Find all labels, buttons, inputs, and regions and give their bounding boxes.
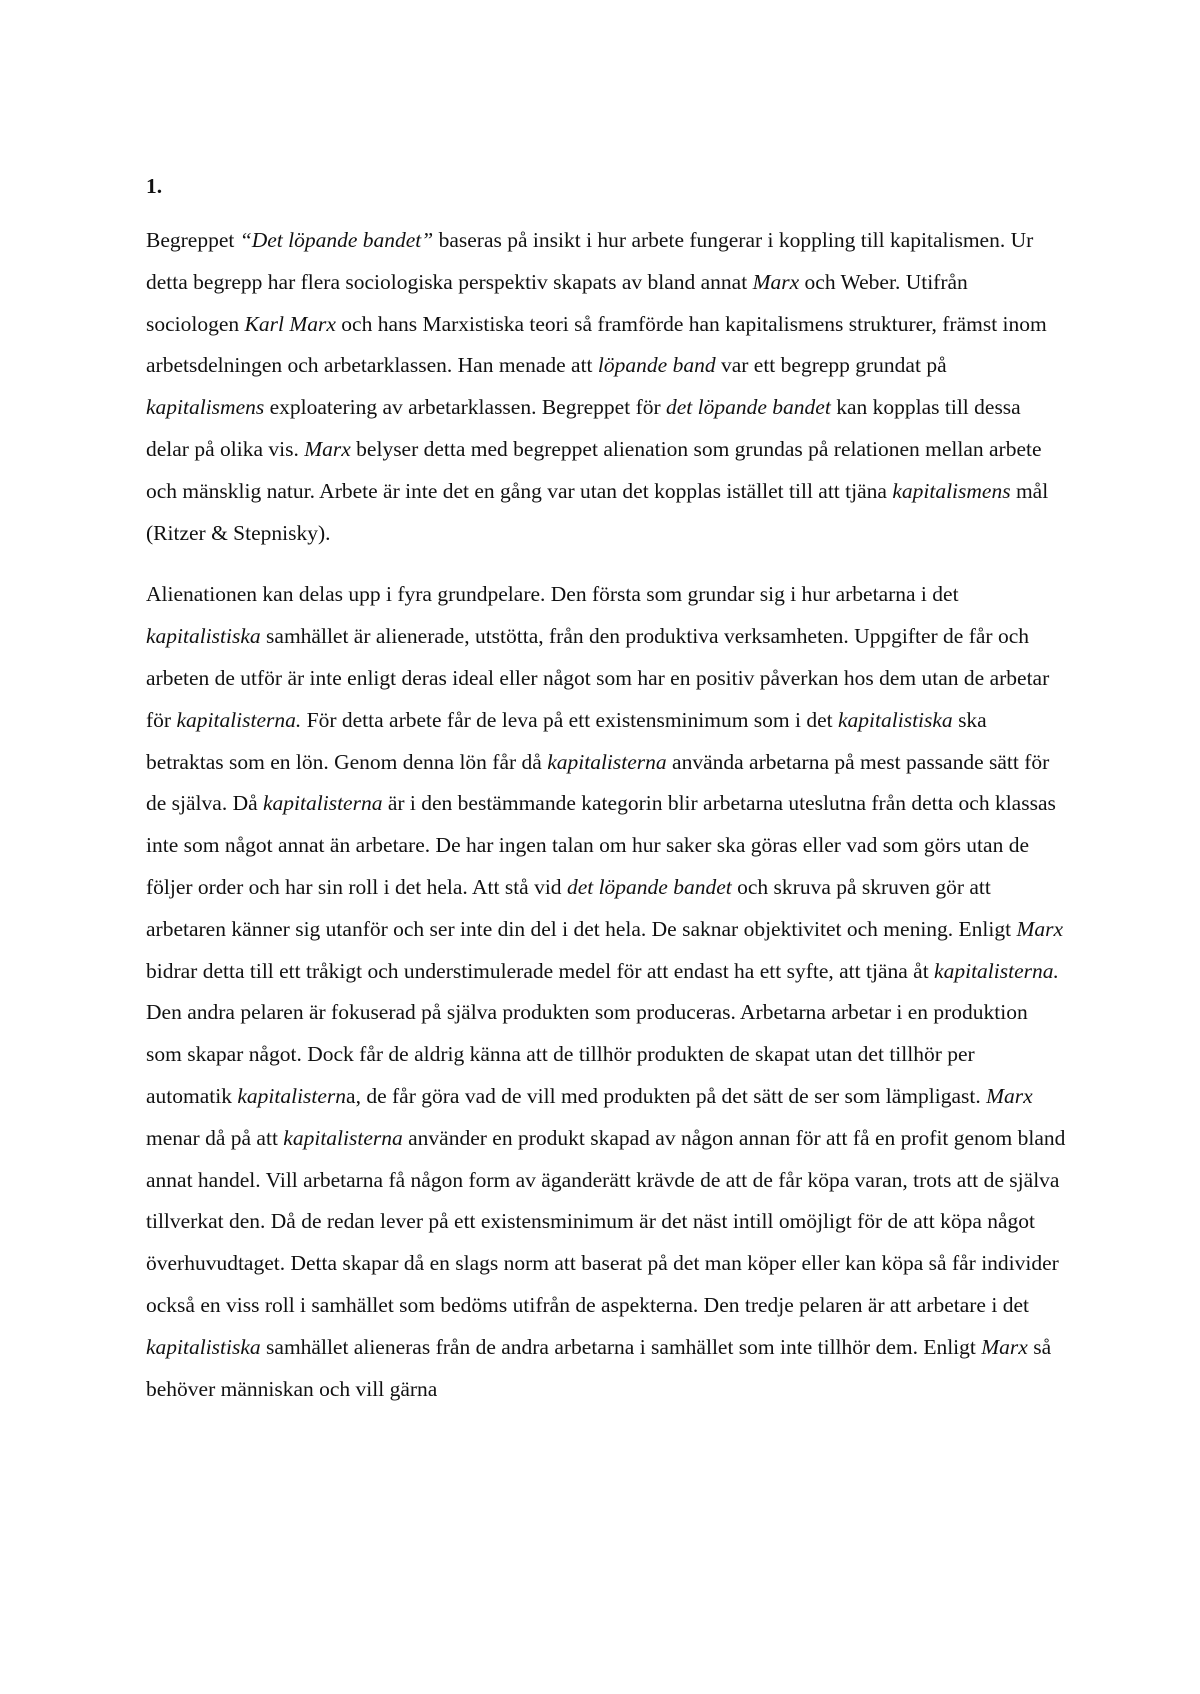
paragraph-text: och Weber. Utifrån sociologen	[146, 269, 968, 336]
document-page	[146, 168, 1066, 1430]
italic-text: Marx	[752, 269, 800, 294]
italic-text: löpande band	[597, 353, 716, 378]
italic-text: Marx	[981, 1334, 1028, 1359]
paragraph-text: använder en produkt skapad av någon annan för att få en profit genom bland annat handel. Vill arbetarna få någon form av äganderätt krävde de att de får köpa varan, trots att de själva tillverkat den. Då de redan lever på ett existensminimum är det näst intill omöjligt för de att köpa något överhuvudtaget. Detta skapar då en slags norm att baserat på det man köper eller kan köpa så får individer också en viss roll i samhället som bedöms utifrån de aspekterna. Den tredje pelaren är att arbetare i det	[146, 1125, 1066, 1317]
paragraph-text: och hans Marxistiska teori så framförde han kapitalismens strukturer, främst inom arbetsdelningen och arbetarklassen. Han menade att	[146, 311, 1047, 378]
paragraph-text: Den andra pelaren är fokuserad på själva produkten som produceras. Arbetarna arbetar i en produktion som skapar något. Dock får de aldrig känna att de tillhör produkten de skapat utan det tillhör per automatik	[146, 1000, 1028, 1108]
paragraph-text: a, de får göra vad de vill med produkten på det sätt de ser som lämpligast.	[346, 1083, 987, 1108]
paragraph-text: är i den bestämmande kategorin blir arbetarna uteslutna från detta och klassas inte som något annat än arbetare. De har ingen talan om hur saker ska göras eller vad som görs utan de följer order och har sin roll i det hela. Att stå vid	[146, 791, 1056, 899]
paragraph-text: bidrar detta till ett tråkigt och understimulerade medel för att endast ha ett syfte, att tjäna åt	[146, 958, 935, 983]
section-heading: 1.	[146, 174, 163, 198]
document-body	[146, 220, 1066, 1410]
italic-text: kapitalistiska	[838, 707, 953, 732]
italic-text: kapitalisterna	[283, 1125, 403, 1150]
italic-text: kapitalistern	[237, 1083, 347, 1108]
italic-text: kapitalismens	[146, 395, 265, 420]
italic-text: kapitalistiska	[146, 624, 261, 649]
paragraph-text: Begreppet	[146, 228, 240, 252]
italic-text: “Det löpande bandet”	[239, 228, 434, 252]
paragraph-text: använda arbetarna på mest passande sätt för de själva. Då	[146, 749, 1050, 816]
italic-text: det löpande bandet	[666, 395, 831, 420]
italic-text: kapitalisterna	[263, 791, 383, 816]
paragraph-text: så behöver människan och vill gärna	[146, 1334, 1052, 1401]
paragraph-text: var ett begrepp grundat på	[715, 353, 947, 378]
paragraph-text: ska betraktas som en lön. Genom denna lön får då	[146, 707, 987, 774]
paragraph-text: mål (Ritzer & Stepnisky).	[146, 478, 1049, 545]
paragraph-text: exploatering av arbetarklassen. Begreppet för	[264, 395, 667, 420]
italic-text: Marx	[304, 436, 351, 461]
paragraph-text: För detta arbete får de leva på ett existensminimum som i det	[301, 707, 839, 732]
italic-text: kapitalisterna.	[934, 958, 1059, 983]
italic-text: Marx	[1016, 916, 1064, 941]
paragraph-text: belyser detta med begreppet alienation som grundas på relationen mellan arbete och mänsklig natur. Arbete är inte det en gång var utan det kopplas istället till att tjäna	[146, 436, 1042, 503]
italic-text: det löpande bandet	[566, 874, 732, 899]
paragraph-text: och skruva på skruven gör att arbetaren känner sig utanför och ser inte din del i det hela. De saknar objektivitet och mening. Enligt	[146, 874, 1017, 941]
paragraph	[146, 574, 1066, 1410]
italic-text: kapitalismens	[892, 478, 1011, 503]
paragraph-text: samhället alieneras från de andra arbetarna i samhället som inte tillhör dem. Enligt	[260, 1334, 982, 1359]
paragraph-text: baseras på insikt i hur arbete fungerar i koppling till kapitalismen. Ur detta begrepp har flera sociologiska perspektiv skapats av bland annat	[146, 228, 1034, 294]
paragraph-text: Alienationen kan delas upp i fyra grundpelare. Den första som grundar sig i hur arbetarna i det	[146, 582, 959, 607]
italic-text: kapitalisterna.	[176, 707, 302, 732]
italic-text: Karl Marx	[244, 311, 336, 336]
paragraph-text: kan kopplas till dessa delar på olika vis.	[146, 395, 1021, 461]
italic-text: kapitalisterna	[547, 749, 667, 774]
italic-text: Marx	[986, 1083, 1033, 1108]
paragraph-text: samhället är alienerade, utstötta, från den produktiva verksamheten. Uppgifter de får och arbeten de utför är inte enligt deras ideal eller något som har en positiv påverkan hos dem utan de arbetar för	[146, 624, 1050, 732]
italic-text: kapitalistiska	[146, 1334, 261, 1359]
paragraph-text: menar då på att	[146, 1125, 284, 1150]
paragraph	[146, 220, 1066, 554]
